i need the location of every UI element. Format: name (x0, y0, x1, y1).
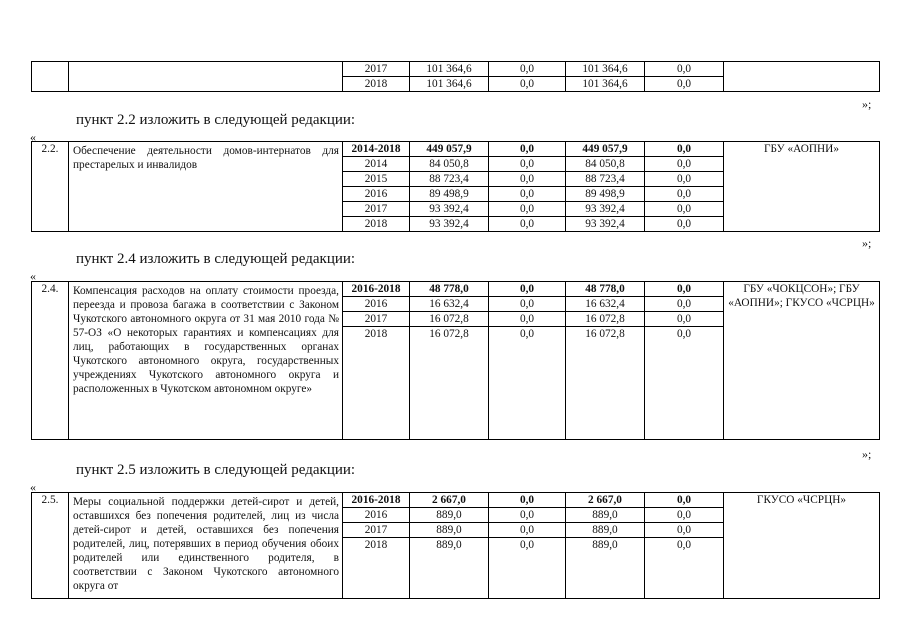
year-cell: 2017 (343, 202, 410, 217)
amount-cell: 0,0 (645, 327, 724, 440)
total-cell: 449 057,9 (410, 142, 489, 157)
amount-cell: 2 667,0 (566, 493, 645, 508)
responsible-cell: ГКУСО «ЧСРЦН» (724, 493, 880, 599)
table-2-2 (31, 141, 880, 232)
amount-cell: 0,0 (489, 172, 566, 187)
total-cell: 89 498,9 (410, 187, 489, 202)
total-cell: 48 778,0 (410, 282, 489, 297)
amount-cell: 48 778,0 (566, 282, 645, 297)
description-cell (69, 62, 343, 92)
table-row (32, 142, 880, 157)
amount-cell: 0,0 (489, 523, 566, 538)
year-cell: 2016-2018 (343, 493, 410, 508)
total-cell: 88 723,4 (410, 172, 489, 187)
year-cell: 2016 (343, 187, 410, 202)
responsible-cell: ГБУ «ЧОКЦСОН»; ГБУ «АОПНИ»; ГКУСО «ЧСРЦН» (724, 282, 880, 440)
item-number: 2.5. (32, 493, 69, 599)
amount-cell: 0,0 (645, 297, 724, 312)
item-description: Компенсация расходов на оплату стоимости проезда, переезда и провоза багажа в соответствии с Законом Чукотского автономного округа от 31 мая 2010 года № 57-ОЗ «О некоторых гарантиях и компенсациях для лиц, работающих в государственных органах Чукотского автономного округа, государственных учреждениях Чукотского автономного округа и расположенных в Чукотском автономном округе» (69, 282, 343, 440)
instruction-2-5: пункт 2.5 изложить в следующей редакции: (76, 462, 356, 478)
amount-cell: 889,0 (566, 538, 645, 599)
year-cell: 2016-2018 (343, 282, 410, 297)
table-row (32, 493, 880, 508)
amount-cell: 0,0 (645, 172, 724, 187)
amount-cell: 84 050,8 (566, 157, 645, 172)
amount-cell: 0,0 (645, 523, 724, 538)
year-cell: 2016 (343, 297, 410, 312)
table-row (32, 282, 880, 297)
amount-cell: 101 364,6 (566, 62, 645, 77)
amount-cell: 0,0 (489, 62, 566, 77)
amount-cell: 89 498,9 (566, 187, 645, 202)
year-cell: 2018 (343, 217, 410, 232)
instruction-2-2: пункт 2.2 изложить в следующей редакции: (76, 112, 356, 128)
year-cell: 2018 (343, 77, 410, 92)
amount-cell: 0,0 (489, 202, 566, 217)
number-cell (32, 62, 69, 92)
opening-quote: « (30, 480, 36, 494)
amount-cell: 88 723,4 (566, 172, 645, 187)
table-2-4 (31, 281, 880, 440)
year-cell: 2016 (343, 508, 410, 523)
amount-cell: 0,0 (645, 77, 724, 92)
amount-cell: 0,0 (645, 217, 724, 232)
opening-quote: « (30, 130, 36, 144)
amount-cell: 0,0 (645, 62, 724, 77)
total-cell: 101 364,6 (410, 77, 489, 92)
item-number: 2.2. (32, 142, 69, 232)
year-cell: 2017 (343, 62, 410, 77)
total-cell: 101 364,6 (410, 62, 489, 77)
year-cell: 2018 (343, 327, 410, 440)
top-table (31, 61, 880, 92)
amount-cell: 0,0 (489, 538, 566, 599)
total-cell: 16 072,8 (410, 312, 489, 327)
amount-cell: 0,0 (489, 327, 566, 440)
amount-cell: 93 392,4 (566, 202, 645, 217)
amount-cell: 0,0 (489, 297, 566, 312)
amount-cell: 0,0 (645, 142, 724, 157)
total-cell: 889,0 (410, 523, 489, 538)
responsible-cell: ГБУ «АОПНИ» (724, 142, 880, 232)
amount-cell: 0,0 (489, 217, 566, 232)
amount-cell: 0,0 (645, 508, 724, 523)
amount-cell: 0,0 (645, 157, 724, 172)
amount-cell: 0,0 (489, 282, 566, 297)
amount-cell: 0,0 (489, 77, 566, 92)
table-row (32, 62, 880, 77)
item-description: Обеспечение деятельности домов-интернатов для престарелых и инвалидов (69, 142, 343, 232)
year-cell: 2018 (343, 538, 410, 599)
table-2-5 (31, 492, 880, 599)
amount-cell: 0,0 (489, 157, 566, 172)
amount-cell: 0,0 (645, 187, 724, 202)
year-cell: 2014 (343, 157, 410, 172)
total-cell: 2 667,0 (410, 493, 489, 508)
total-cell: 16 072,8 (410, 327, 489, 440)
amount-cell: 93 392,4 (566, 217, 645, 232)
amount-cell: 889,0 (566, 523, 645, 538)
amount-cell: 0,0 (489, 142, 566, 157)
total-cell: 889,0 (410, 508, 489, 523)
amount-cell: 0,0 (645, 202, 724, 217)
amount-cell: 0,0 (489, 493, 566, 508)
amount-cell: 0,0 (645, 282, 724, 297)
year-cell: 2017 (343, 523, 410, 538)
instruction-2-4: пункт 2.4 изложить в следующей редакции: (76, 251, 356, 267)
opening-quote: « (30, 269, 36, 283)
amount-cell: 16 072,8 (566, 327, 645, 440)
year-cell: 2015 (343, 172, 410, 187)
total-cell: 889,0 (410, 538, 489, 599)
amount-cell: 0,0 (645, 538, 724, 599)
amount-cell: 0,0 (489, 187, 566, 202)
amount-cell: 101 364,6 (566, 77, 645, 92)
amount-cell: 889,0 (566, 508, 645, 523)
closing-quote: »; (862, 447, 872, 461)
item-number: 2.4. (32, 282, 69, 440)
total-cell: 84 050,8 (410, 157, 489, 172)
amount-cell: 16 072,8 (566, 312, 645, 327)
amount-cell: 0,0 (489, 312, 566, 327)
responsible-cell (724, 62, 880, 92)
year-cell: 2014-2018 (343, 142, 410, 157)
closing-quote: »; (862, 97, 872, 111)
amount-cell: 16 632,4 (566, 297, 645, 312)
total-cell: 93 392,4 (410, 217, 489, 232)
amount-cell: 0,0 (645, 312, 724, 327)
amount-cell: 449 057,9 (566, 142, 645, 157)
amount-cell: 0,0 (489, 508, 566, 523)
total-cell: 93 392,4 (410, 202, 489, 217)
item-description: Меры социальной поддержки детей-сирот и детей, оставшихся без попечения родителей, лиц из числа детей-сирот и детей, оставшихся без попечения родителей, лиц, потерявших в период обучения обоих родителей или единственного родителя, в соответствии с Законом Чукотского автономного округа от (69, 493, 343, 599)
closing-quote: »; (862, 236, 872, 250)
total-cell: 16 632,4 (410, 297, 489, 312)
year-cell: 2017 (343, 312, 410, 327)
amount-cell: 0,0 (645, 493, 724, 508)
